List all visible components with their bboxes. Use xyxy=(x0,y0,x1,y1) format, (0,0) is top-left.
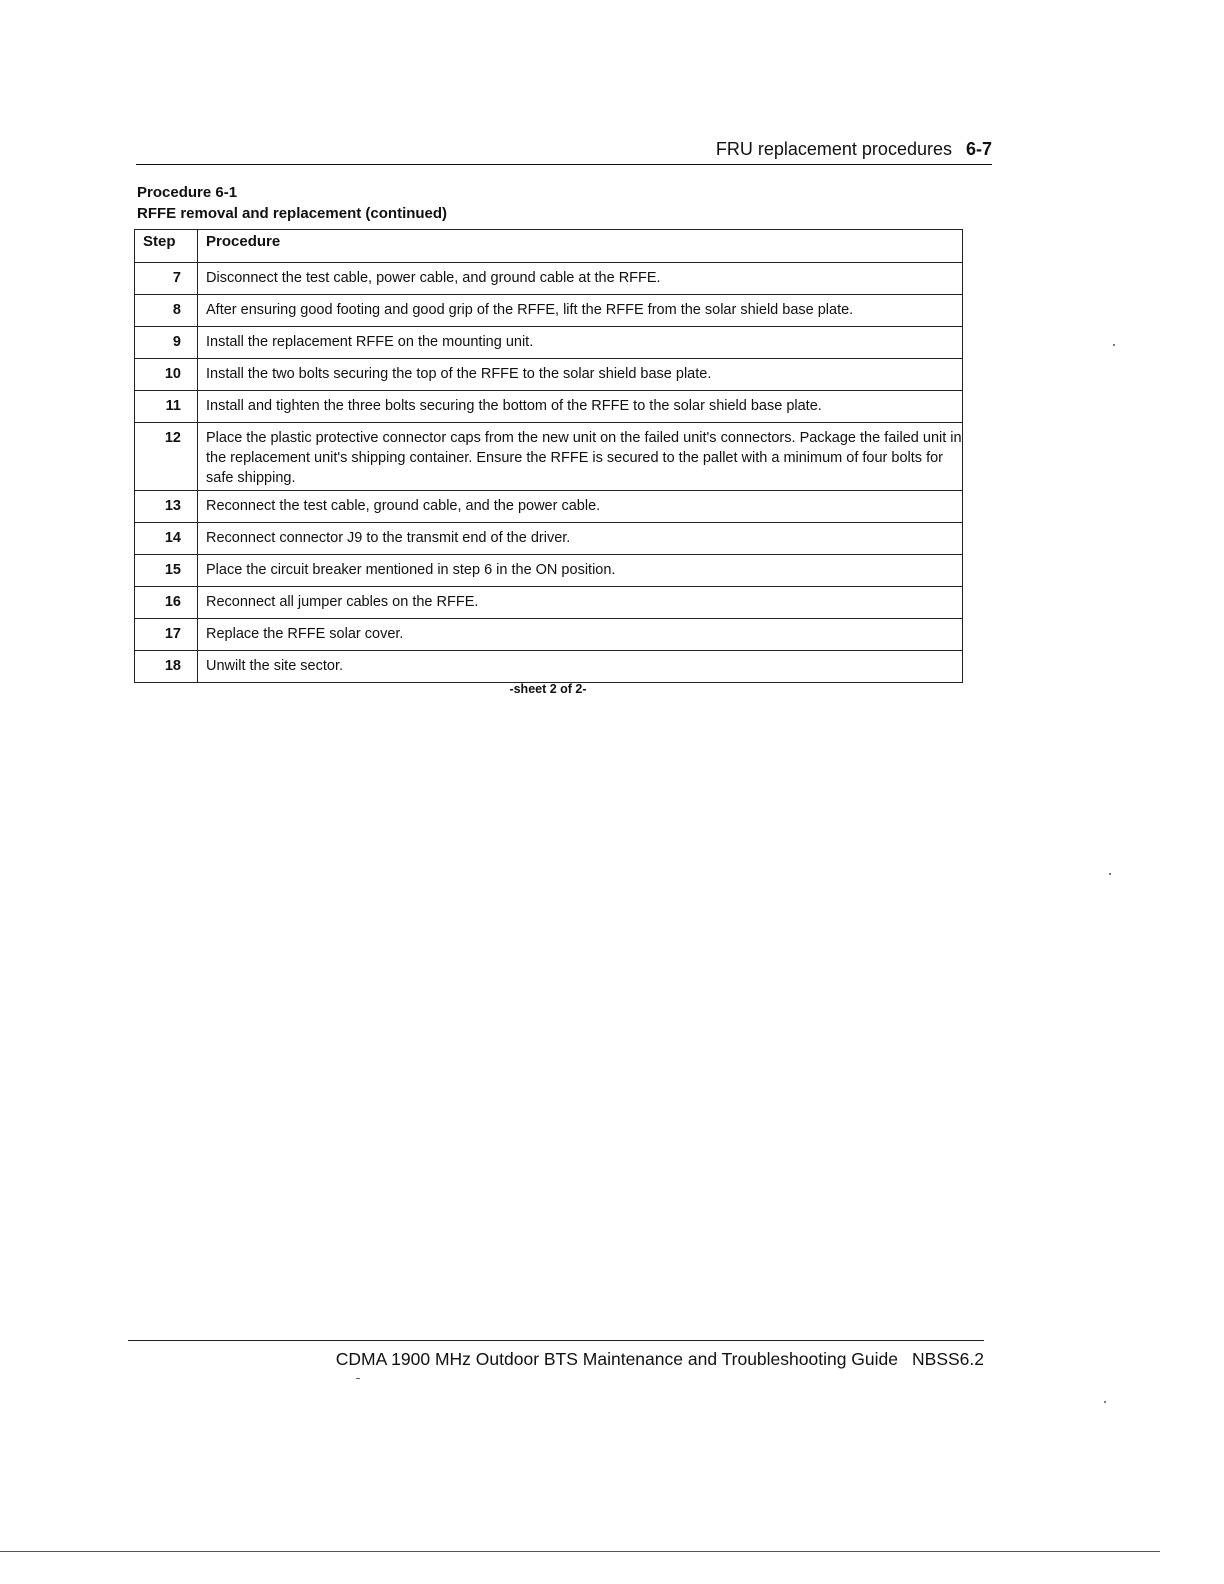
table-row xyxy=(135,651,963,683)
step-number: 14 xyxy=(135,523,198,555)
step-text: Disconnect the test cable, power cable, and ground cable at the RFFE. xyxy=(198,263,963,295)
table-row xyxy=(135,555,963,587)
table-row xyxy=(135,587,963,619)
table-row xyxy=(135,263,963,295)
step-number: 9 xyxy=(135,327,198,359)
step-number: 7 xyxy=(135,263,198,295)
step-text: Reconnect all jumper cables on the RFFE. xyxy=(198,587,963,619)
step-text: Place the circuit breaker mentioned in step 6 in the ON position. xyxy=(198,555,963,587)
page-number: 6-7 xyxy=(965,139,992,159)
step-number: 18 xyxy=(135,651,198,683)
table-row xyxy=(135,391,963,423)
table-row xyxy=(135,523,963,555)
scan-speck xyxy=(1113,344,1115,346)
sheet-label: -sheet 2 of 2- xyxy=(509,682,587,696)
scan-speck xyxy=(1109,873,1111,875)
table-row xyxy=(135,423,963,491)
table-row xyxy=(135,327,963,359)
scan-edge-line xyxy=(0,1551,1160,1552)
procedure-heading xyxy=(137,182,447,224)
step-text: After ensuring good footing and good grip of the RFFE, lift the RFFE from the solar shield base plate. xyxy=(198,295,963,327)
footer-divider xyxy=(128,1340,984,1341)
step-text: Reconnect the test cable, ground cable, and the power cable. xyxy=(198,491,963,523)
step-text: Replace the RFFE solar cover. xyxy=(198,619,963,651)
step-text: Install the two bolts securing the top of the RFFE to the solar shield base plate. xyxy=(198,359,963,391)
step-number: 8 xyxy=(135,295,198,327)
step-number: 15 xyxy=(135,555,198,587)
section-title: FRU replacement procedures xyxy=(715,139,952,159)
table-row xyxy=(135,295,963,327)
step-number: 12 xyxy=(135,423,198,491)
step-number: 16 xyxy=(135,587,198,619)
step-number: 11 xyxy=(135,391,198,423)
step-text: Reconnect connector J9 to the transmit end of the driver. xyxy=(198,523,963,555)
procedure-table xyxy=(134,229,963,683)
table-row xyxy=(135,359,963,391)
table-header-row xyxy=(135,230,963,263)
doc-code: NBSS6.2 xyxy=(912,1349,984,1369)
scan-speck xyxy=(1104,1401,1106,1403)
table-row xyxy=(135,491,963,523)
step-number: 13 xyxy=(135,491,198,523)
scan-speck xyxy=(356,1378,360,1379)
step-column-header: Step xyxy=(135,230,198,263)
running-header xyxy=(136,137,992,165)
procedure-number: Procedure 6-1 xyxy=(137,184,238,201)
running-footer xyxy=(128,1348,984,1370)
step-text: Unwilt the site sector. xyxy=(198,651,963,683)
step-text: Install and tighten the three bolts securing the bottom of the RFFE to the solar shield base plate. xyxy=(198,391,963,423)
step-number: 10 xyxy=(135,359,198,391)
procedure-title: RFFE removal and replacement (continued) xyxy=(137,205,448,222)
step-number: 17 xyxy=(135,619,198,651)
table-row xyxy=(135,619,963,651)
step-text: Place the plastic protective connector caps from the new unit on the failed unit's connectors. Package the failed unit in the replacement unit's shipping container. Ensure the RFFE is secured to the pallet with a minimum of four bolts for safe shipping. xyxy=(198,423,963,491)
procedure-column-header: Procedure xyxy=(198,230,963,263)
step-text: Install the replacement RFFE on the mounting unit. xyxy=(198,327,963,359)
guide-title: CDMA 1900 MHz Outdoor BTS Maintenance and Troubleshooting Guide xyxy=(335,1349,899,1369)
